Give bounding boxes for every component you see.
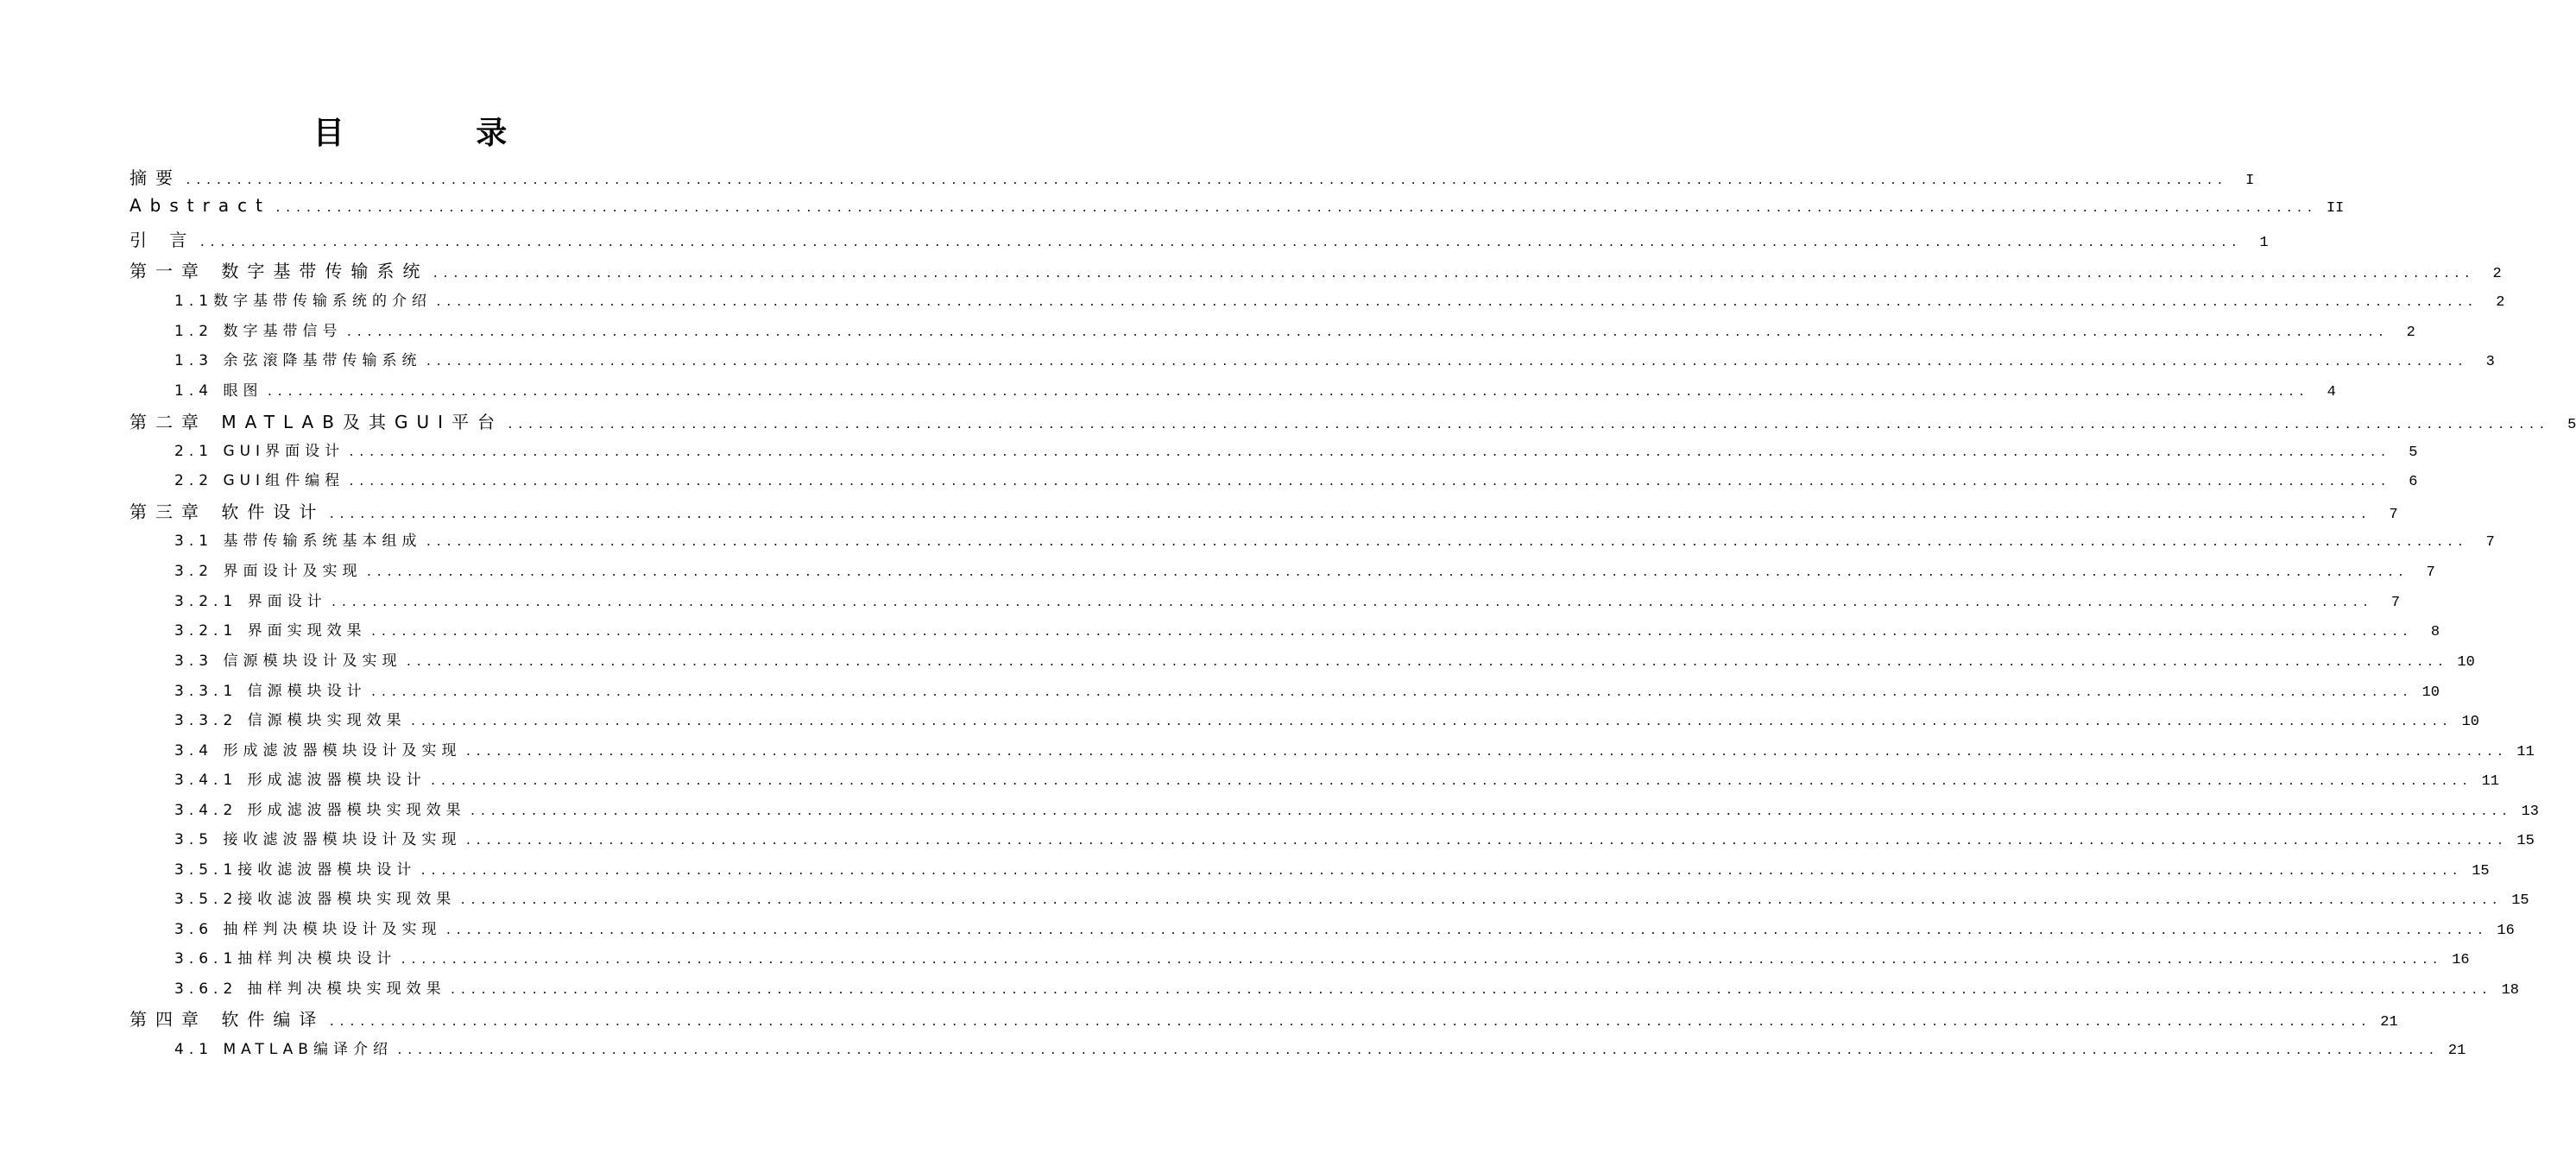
- toc-entry-label: 3.2 界面设计及实现: [174, 563, 363, 580]
- dot-leader: ........................................................................................................................................................................................................: [469, 805, 2512, 818]
- toc-entry-label: 3.2.1 界面实现效果: [174, 622, 367, 640]
- dot-leader: ........................................................................................................................................................................................................: [449, 984, 2492, 997]
- dot-leader: ........................................................................................................................................................................................................: [420, 865, 2462, 878]
- toc-entry-label: 引 言: [129, 230, 196, 250]
- toc-entry-label: 3.5.1接收滤波器模块设计: [174, 861, 417, 879]
- toc-entry-label: 3.1 基带传输系统基本组成: [174, 533, 422, 550]
- toc-entry[interactable]: [129, 164, 2255, 189]
- toc-entry[interactable]: [129, 226, 2269, 251]
- toc-entry-label: 3.2.1 界面设计: [174, 593, 327, 610]
- dot-leader: ........................................................................................................................................................................................................: [459, 894, 2502, 907]
- toc-entry-page-number: 18: [2501, 982, 2520, 999]
- toc-entry-label: 摘要: [129, 167, 181, 188]
- dot-leader: ........................................................................................................................................................................................................: [425, 356, 2467, 369]
- toc-entry-page-number: 7: [2426, 564, 2435, 581]
- toc-entry-page-number: 8: [2430, 624, 2440, 640]
- dot-leader: ........................................................................................................................................................................................................: [400, 954, 2442, 967]
- dot-leader: ........................................................................................................................................................................................................: [328, 1016, 2371, 1029]
- toc-entry[interactable]: [174, 528, 2495, 551]
- toc-entry[interactable]: [129, 408, 2576, 433]
- toc-entry-page-number: 10: [2421, 684, 2440, 701]
- dot-leader: ........................................................................................................................................................................................................: [429, 775, 2472, 788]
- dot-leader: ........................................................................................................................................................................................................: [409, 716, 2453, 728]
- toc-entry[interactable]: [174, 468, 2418, 490]
- toc-entry-page-number: 13: [2521, 804, 2540, 820]
- toc-entry-label: 1.3 余弦滚降基带传输系统: [174, 352, 422, 369]
- toc-entry[interactable]: [174, 348, 2495, 370]
- page-title: 目 录: [313, 116, 568, 151]
- toc-entry-page-number: 7: [2485, 534, 2495, 551]
- dot-leader: ........................................................................................................................................................................................................: [348, 446, 2390, 459]
- toc-entry-page-number: 2: [2492, 266, 2502, 282]
- toc-entry-page-number: 1: [2259, 235, 2269, 251]
- toc-entry-page-number: I: [2245, 173, 2255, 189]
- toc-entry-page-number: 16: [2497, 923, 2515, 939]
- dot-leader: ........................................................................................................................................................................................................: [369, 686, 2413, 699]
- toc-entry[interactable]: [174, 438, 2418, 461]
- toc-entry[interactable]: [174, 946, 2470, 968]
- toc-entry-page-number: 11: [2481, 773, 2500, 790]
- dot-leader: ........................................................................................................................................................................................................: [348, 476, 2390, 489]
- dot-leader: ........................................................................................................................................................................................................: [435, 296, 2478, 309]
- toc-entry-label: 1.2 数字基带信号: [174, 323, 343, 340]
- toc-entry[interactable]: [174, 976, 2520, 999]
- dot-leader: ........................................................................................................................................................................................................: [345, 326, 2388, 339]
- toc-entry[interactable]: [174, 378, 2336, 400]
- dot-leader: ........................................................................................................................................................................................................: [365, 566, 2408, 579]
- toc-entry-page-number: 5: [2409, 444, 2418, 461]
- toc-entry-page-number: 21: [2447, 1043, 2466, 1059]
- toc-entry[interactable]: [174, 917, 2515, 939]
- toc-entry[interactable]: [174, 886, 2529, 909]
- dot-leader: ........................................................................................................................................................................................................: [395, 1044, 2439, 1057]
- toc-entry-label: 3.6 抽样判决模块设计及实现: [174, 921, 442, 938]
- toc-entry[interactable]: [129, 195, 2345, 218]
- toc-entry[interactable]: [174, 798, 2540, 820]
- dot-leader: ........................................................................................................................................................................................................: [464, 835, 2507, 848]
- dot-leader: ........................................................................................................................................................................................................: [405, 656, 2447, 669]
- toc-entry-label: 3.4.1 形成滤波器模块设计: [174, 772, 426, 789]
- toc-entry-label: 3.3.1 信源模块设计: [174, 683, 367, 700]
- toc-entry-page-number: 11: [2516, 744, 2535, 760]
- toc-entry-page-number: 15: [2511, 892, 2529, 909]
- toc-entry-label: Abstract: [129, 195, 271, 216]
- toc-entry-page-number: 15: [2472, 863, 2490, 879]
- dot-leader: ........................................................................................................................................................................................................: [328, 508, 2371, 521]
- dot-leader: ........................................................................................................................................................................................................: [432, 268, 2474, 281]
- toc-entry-label: 3.3 信源模块设计及实现: [174, 652, 402, 670]
- toc-entry[interactable]: [129, 498, 2398, 523]
- toc-entry-label: 第二章 MATLAB及其GUI平台: [129, 412, 503, 432]
- toc-entry[interactable]: [174, 318, 2415, 341]
- toc-entry-page-number: 7: [2389, 507, 2398, 523]
- toc-entry-label: 4.1 MATLAB编译介绍: [174, 1041, 393, 1058]
- dot-leader: ........................................................................................................................................................................................................: [274, 202, 2317, 215]
- toc-entry-label: 3.6.1抽样判决模块设计: [174, 950, 397, 968]
- toc-entry-page-number: 5: [2567, 417, 2576, 433]
- toc-entry[interactable]: [129, 257, 2502, 282]
- toc-entry-label: 2.1 GUI界面设计: [174, 443, 345, 460]
- dot-leader: ........................................................................................................................................................................................................: [445, 924, 2487, 937]
- toc-entry-page-number: 7: [2390, 595, 2401, 611]
- toc-entry-page-number: 16: [2452, 952, 2470, 968]
- toc-entry-page-number: 6: [2409, 474, 2418, 490]
- toc-entry[interactable]: [174, 857, 2490, 879]
- toc-entry[interactable]: [174, 767, 2500, 790]
- toc-entry-label: 第四章 软件编译: [129, 1009, 325, 1030]
- toc-entry-label: 3.4 形成滤波器模块设计及实现: [174, 742, 462, 760]
- toc-entry-label: 3.5 接收滤波器模块设计及实现: [174, 831, 462, 848]
- toc-entry-page-number: 2: [2406, 325, 2415, 341]
- toc-entry[interactable]: [174, 678, 2440, 701]
- toc-entry-label: 3.6.2 抽样判决模块实现效果: [174, 980, 446, 998]
- dot-leader: ........................................................................................................................................................................................................: [425, 536, 2467, 549]
- dot-leader: ........................................................................................................................................................................................................: [199, 236, 2241, 249]
- toc-entry[interactable]: [174, 288, 2505, 311]
- toc-entry-page-number: 2: [2496, 294, 2505, 311]
- toc-entry-page-number: 21: [2380, 1014, 2398, 1031]
- toc-entry-page-number: 3: [2485, 354, 2495, 370]
- toc-entry[interactable]: [174, 558, 2435, 581]
- toc-entry[interactable]: [174, 618, 2440, 640]
- toc-entry-label: 2.2 GUI组件编程: [174, 472, 345, 489]
- toc-entry-page-number: 15: [2516, 833, 2535, 849]
- toc-entry-page-number: 10: [2457, 654, 2475, 671]
- dot-leader: ........................................................................................................................................................................................................: [266, 386, 2308, 399]
- toc-entry-label: 3.5.2接收滤波器模块实现效果: [174, 891, 457, 908]
- dot-leader: ........................................................................................................................................................................................................: [185, 174, 2227, 187]
- dot-leader: ........................................................................................................................................................................................................: [507, 419, 2549, 432]
- toc-entry[interactable]: [174, 708, 2480, 730]
- toc-entry[interactable]: [174, 1037, 2466, 1059]
- toc-entry-label: 1.1数字基带传输系统的介绍: [174, 293, 432, 310]
- toc-entry-label: 第三章 软件设计: [129, 501, 325, 522]
- toc-entry-label: 3.4.2 形成滤波器模块实现效果: [174, 802, 466, 819]
- toc-entry[interactable]: [174, 589, 2401, 611]
- toc-entry-page-number: II: [2326, 200, 2345, 217]
- toc-entry[interactable]: [174, 738, 2535, 760]
- toc-entry-label: 3.3.2 信源模块实现效果: [174, 712, 407, 729]
- toc-entry-page-number: 10: [2461, 714, 2480, 730]
- dot-leader: ........................................................................................................................................................................................................: [330, 596, 2373, 609]
- toc-entry-page-number: 4: [2327, 384, 2336, 400]
- toc-entry[interactable]: [174, 827, 2535, 849]
- dot-leader: ........................................................................................................................................................................................................: [369, 626, 2413, 639]
- toc-entry[interactable]: [129, 1006, 2398, 1031]
- dot-leader: ........................................................................................................................................................................................................: [464, 746, 2507, 759]
- toc-entry-label: 第一章 数字基带传输系统: [129, 261, 429, 281]
- toc-entry[interactable]: [174, 648, 2475, 671]
- toc-entry-label: 1.4 眼图: [174, 382, 263, 400]
